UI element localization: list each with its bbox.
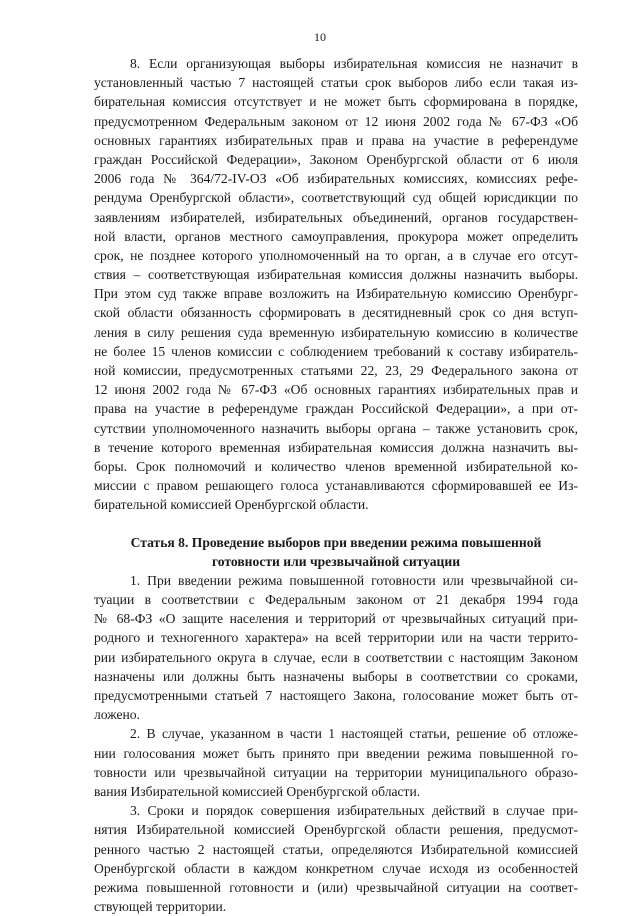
clause-1	[94, 571, 578, 725]
text-line: При этом суд также вправе возложить на Избирательную комиссию Оренбург-	[94, 286, 578, 302]
text-line: права на участие в референдуме граждан Российской Федерации», а при от-	[94, 401, 578, 417]
text-line: туации в соответствии с Федеральным законом от 21 декабря 1994 года	[94, 592, 578, 608]
text-line: миссии с правом решающего голоса устанавливаются сформировавшей ее Из-	[94, 478, 578, 494]
text-line: 2. В случае, указанном в части 1 настоящей статьи, решение об отложе-	[130, 726, 578, 742]
text-line: ной комиссии, предусмотренных статьями 22, 23, 29 Федерального закона от	[94, 363, 578, 378]
text-line: 12 июня 2002 года № 67-ФЗ «Об основных гарантиях избирательных прав и	[94, 382, 578, 398]
text-line: Оренбургской области в каждом конкретном случае исходя из особенностей	[94, 860, 578, 876]
text-line: боры. Срок полномочий и количество членов временной избирательной ко-	[94, 458, 578, 474]
text-line: товности или чрезвычайной ситуации на территории муниципального образо-	[94, 764, 578, 780]
text-line: нии голосования может быть принято при введении режима повышенной го-	[94, 745, 578, 761]
page-number: 10	[314, 30, 326, 44]
text-line: основных гарантиях избирательных прав и права на участие в референдуме	[94, 132, 578, 148]
text-line: назначены или должны быть назначены выборы в соответствии со сроками,	[94, 668, 578, 684]
text-line: нятия Избирательной комиссией Оренбургской области решения, предусмот-	[94, 822, 578, 838]
clause-2	[94, 724, 578, 801]
text-line: граждан Российской Федерации», Законом Оренбургской области от 6 июля	[94, 151, 578, 167]
text-line: ложено.	[94, 707, 140, 723]
text-line: сутствии уполномоченного назначить выборы органа – также установить срок,	[94, 420, 578, 436]
text-line: родного и техногенного характера» на всей территории или на части террито-	[94, 630, 578, 646]
text-line: ления в силу решения суда временную избирательную комиссию в количестве	[94, 324, 578, 340]
text-line: ствия – соответствующая избирательная комиссия должны назначить выборы.	[94, 267, 578, 283]
text-line: заявлениям избирателей, избирательных объединений, органов государствен-	[94, 209, 578, 225]
text-line: ной власти, органов местного самоуправления, прокурора может определить	[94, 228, 578, 244]
text-line: 3. Сроки и порядок совершения избирательных действий в случае при-	[130, 803, 578, 819]
text-line: не более 15 членов комиссии с соблюдением требований к составу избиратель-	[94, 343, 578, 359]
heading-line: Статья 8. Проведение выборов при введении режима повышенной	[130, 534, 542, 550]
text-line: № 68-ФЗ «О защите населения и территорий от чрезвычайных ситуаций при-	[94, 611, 578, 627]
text-line: рендума Оренбургской области», соответствующий суд общей юрисдикции по	[94, 190, 578, 206]
text-line: 8. Если организующая выборы избирательная комиссия не назначит в	[130, 56, 578, 71]
text-line: предусмотренными статьей 7 настоящего Закона, голосование может быть от-	[94, 688, 578, 703]
text-line: 2006 года № 364/72-IV-ОЗ «Об избирательных комиссиях, комиссиях рефе-	[94, 171, 578, 187]
paragraph-8	[94, 54, 578, 515]
text-line: срок, не позднее которого уполномоченный на то орган, а в случае его отсут-	[94, 247, 578, 263]
clause-3	[94, 801, 578, 916]
document-body	[94, 54, 578, 916]
text-line: ской области обязанность сформировать в десятидневный срок со дня вступ-	[94, 305, 578, 321]
text-line: 1. При введении режима повышенной готовности или чрезвычайной си-	[130, 572, 578, 588]
text-line: ствующей территории.	[94, 899, 227, 915]
text-line: в течение которого временная избирательная комиссия должна назначить вы-	[94, 439, 578, 455]
article-heading	[94, 533, 578, 571]
heading-line: готовности или чрезвычайной ситуации	[211, 553, 461, 569]
text-line: предусмотренном Федеральным законом от 12 июня 2002 года № 67-ФЗ «Об	[94, 113, 578, 129]
text-line: установленный частью 7 настоящей статьи срок выборов либо если такая из-	[94, 75, 578, 91]
text-line: бирательная комиссия отсутствует и не может быть сформирована в порядке,	[94, 94, 578, 110]
text-line: режима повышенной готовности и (или) чрезвычайной ситуации на соответ-	[94, 879, 578, 895]
text-line: рии избирательного округа в случае, если в соответствии с настоящим Законом	[94, 649, 578, 665]
text-line: вания Избирательной комиссией Оренбургской области.	[94, 783, 421, 799]
spacer	[94, 515, 578, 533]
text-line: ренного частью 2 настоящей статьи, определяются Избирательной комиссией	[94, 841, 578, 857]
text-line: бирательной комиссией Оренбургской области.	[94, 497, 369, 513]
